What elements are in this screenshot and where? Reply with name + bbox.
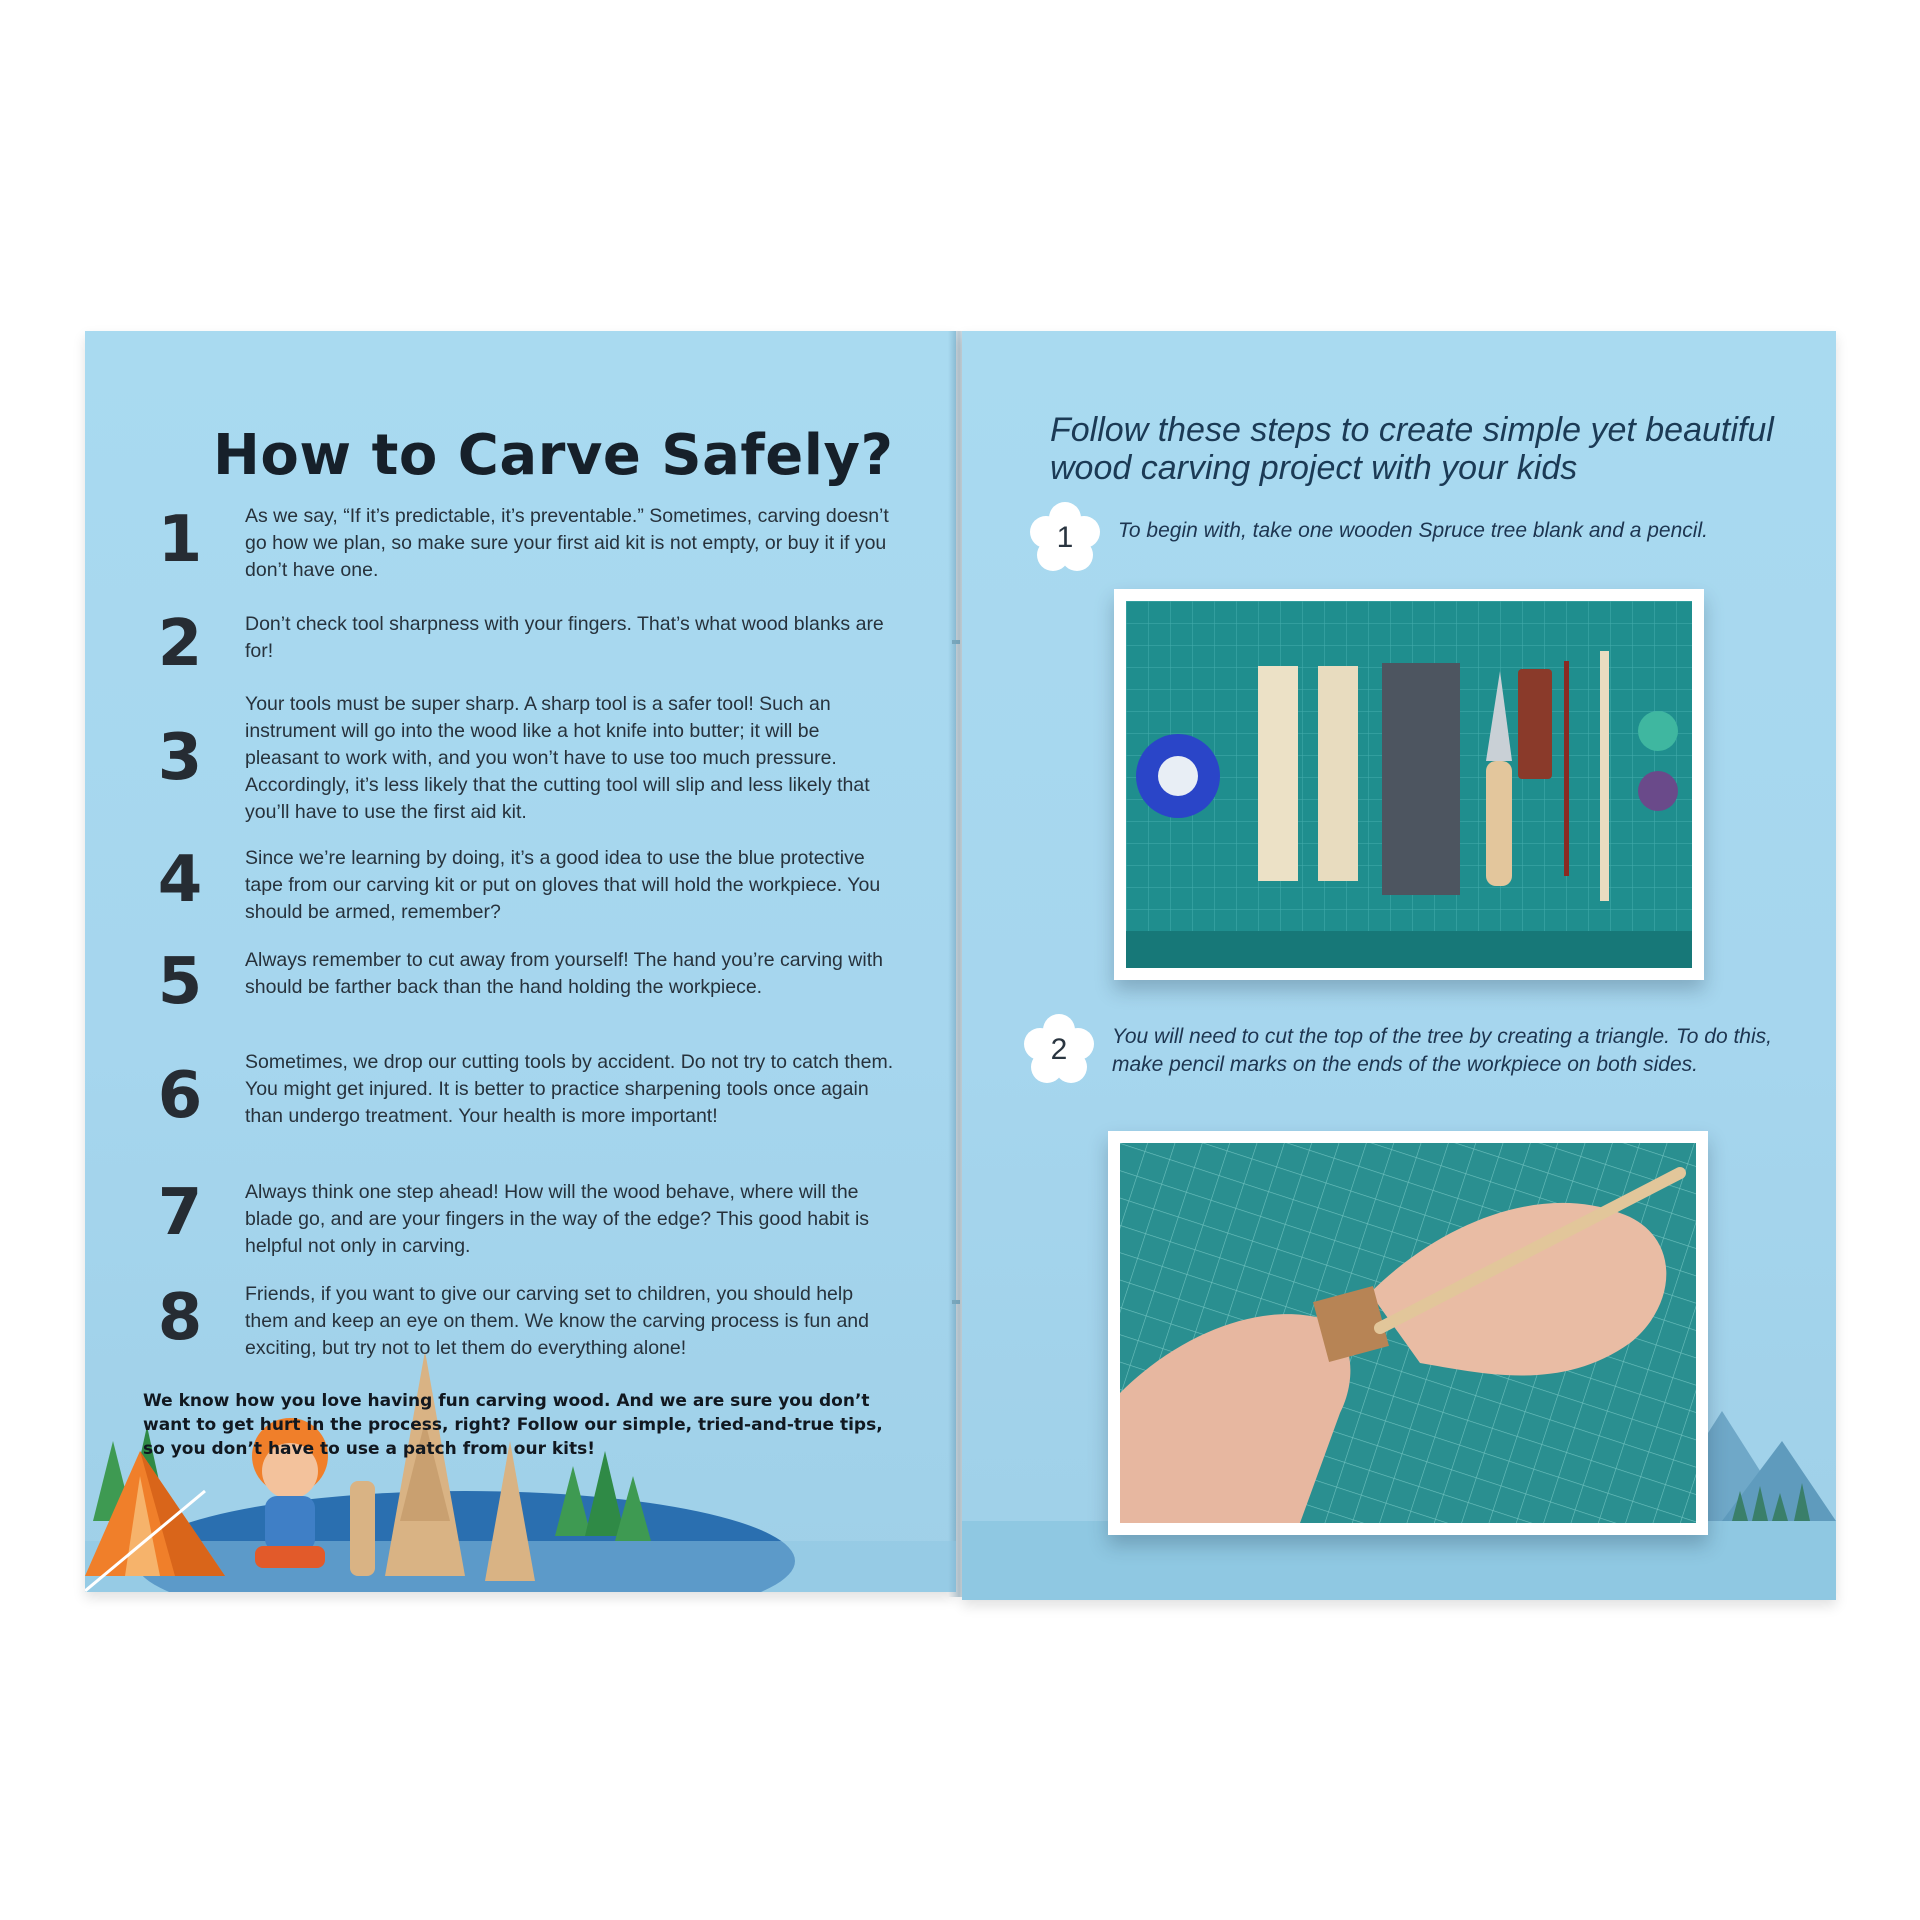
right-page [962, 331, 1836, 1600]
marking-photo [1108, 1131, 1708, 1535]
rule-text-4: Since we’re learning by doing, it’s a good idea to use the blue protective tape from our carving kit or put on gloves that will hold the workpiece. You should be armed, remember? [245, 847, 881, 923]
steps-heading: Follow these steps to create simple yet beautiful wood carving project with your kids [1050, 411, 1774, 487]
rule-text-7: Always think one step ahead! How will the wood behave, where will the blade go, and are your fingers in the way of the edge? This good habit is helpful not only in carving. [245, 1181, 870, 1257]
step-badge-1 [1028, 501, 1102, 575]
rule-number-1: 1 [157, 503, 203, 577]
rule-number-6: 6 [157, 1059, 203, 1133]
rule-text-5: Always remember to cut away from yourself! The hand you’re carving with should be farther back than the hand holding the workpiece. [245, 949, 883, 998]
rule-number-2: 2 [157, 607, 203, 681]
tools-photo [1114, 589, 1704, 980]
step-badge-2 [1022, 1013, 1096, 1087]
rule-number-3: 3 [157, 721, 203, 795]
step-number-1: 1 [1056, 521, 1074, 554]
hands-marking-workpiece-image [1120, 1143, 1696, 1523]
rule-number-4: 4 [157, 843, 203, 917]
page-title: How to Carve Safely? [213, 423, 894, 488]
rule-text-6: Sometimes, we drop our cutting tools by accident. Do not try to catch them. You might get injured. It is better to practice sharpening tools once again than undergo treatment. Your health is more important! [245, 1051, 894, 1127]
staple-top [952, 640, 960, 644]
step-text-2: You will need to cut the top of the tree by creating a triangle. To do this, make pencil marks on the ends of the workpiece on both sides. [1112, 1025, 1772, 1076]
step-number-2: 2 [1050, 1033, 1068, 1066]
rule-number-7: 7 [157, 1176, 203, 1250]
rule-text-1: As we say, “If it’s predictable, it’s preventable.” Sometimes, carving doesn’t go how we plan, so make sure your first aid kit is not empty, or buy it if you don’t have one. [245, 505, 889, 581]
closing-paragraph: We know how you love having fun carving wood. And we are sure you don’t want to get hurt in the process, right? Follow our simple, tried-and-true tips, so you don’t have to use a patch from our kits! [143, 1391, 883, 1459]
rule-number-8: 8 [157, 1281, 203, 1355]
rule-text-3: Your tools must be super sharp. A sharp tool is a safer tool! Such an instrument will go into the wood like a hot knife into butter; it will be pleasant to work with, and you won’t have to use too much pressure. Accordingly, it’s less likely that the cutting tool will slip and less likely that you’ll have to use the first aid kit. [245, 693, 870, 823]
rule-text-2: Don’t check tool sharpness with your fingers. That’s what wood blanks are for! [245, 613, 884, 662]
rule-text-8: Friends, if you want to give our carving set to children, you should help them and keep an eye on them. We know the carving process is fun and exciting, but try not to let them do everything alone! [245, 1283, 869, 1359]
left-page [85, 331, 956, 1592]
rule-number-5: 5 [157, 945, 203, 1019]
cutting-mat-tools-image [1126, 601, 1692, 968]
step-text-1: To begin with, take one wooden Spruce tree blank and a pencil. [1118, 519, 1708, 542]
